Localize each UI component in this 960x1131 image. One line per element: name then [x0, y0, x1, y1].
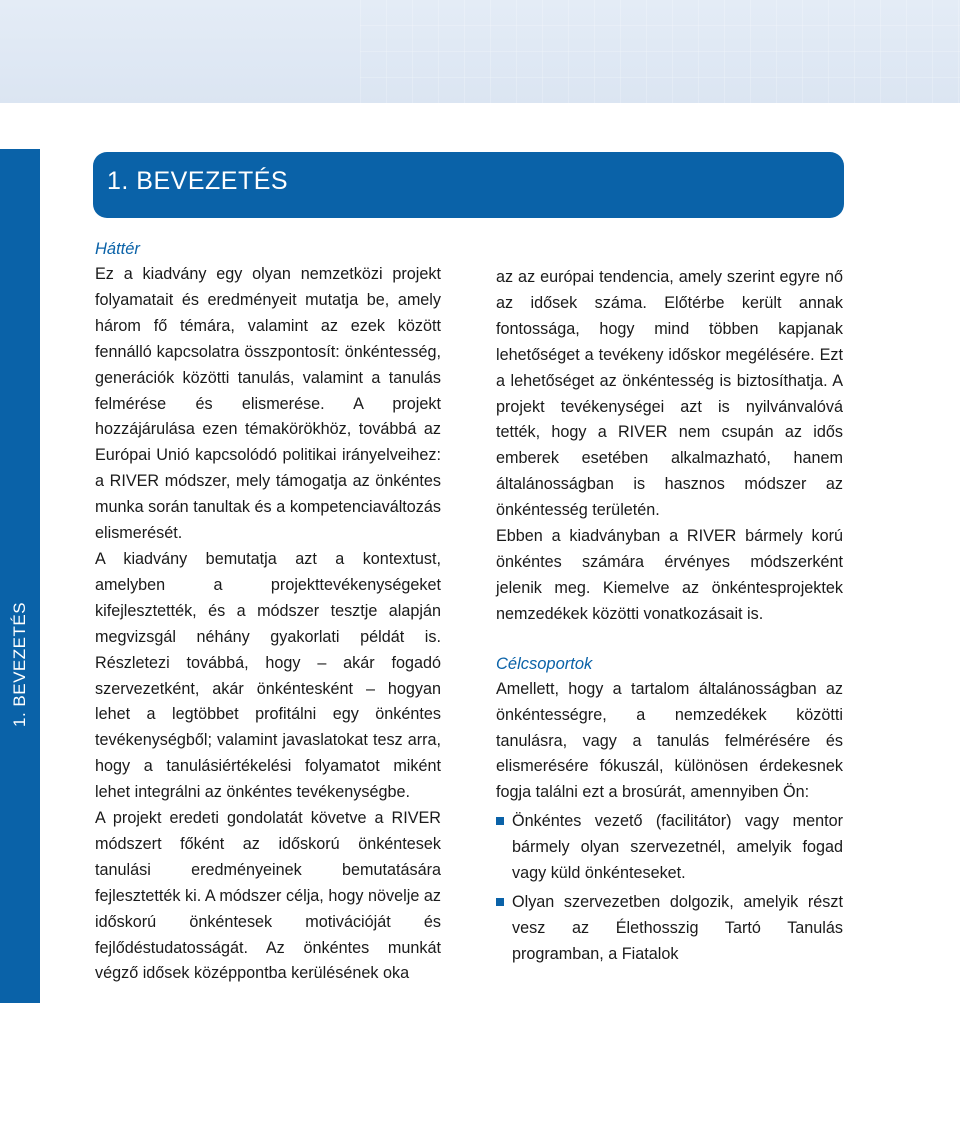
paragraph: A kiadvány bemutatja azt a kontextust, amelyben a projekttevékenységeket kifejlesztették, és a módszer tesztje alapján megvizsgál néhány gyakorlati példát is. Részletezi továbbá, hogy – akár fogadó szervezetként, akár önkéntesként – hogyan lehet a legtöbbet profitálni egy önkéntes tevékenységből; valamint javaslatokat tesz arra, hogy a tanulásiértékelési folyamatot miként lehet integrálni az önkéntes tevékenységbe.: [95, 549, 441, 802]
paragraph: Amellett, hogy a tartalom általánosságban az önkéntességre, a nemzedékek közötti tanulásra, vagy a tanulás felmérésére és elismerésére fókuszál, különösen érdekesnek fogja találni ezt a brosúrát, amennyiben Ön:: [496, 679, 843, 802]
left-column: [95, 236, 441, 987]
spacer: [496, 628, 843, 651]
paragraph: A projekt eredeti gondolatát követve a RIVER módszert főként az időskorú önkéntesek tanulási eredményeinek bemutatására fejlesztették ki. A módszer célja, hogy növelje az időskorú önkéntesek motivációját és fejlődéstudatosságát. Az önkéntes munkát végző idősek középpontba kerülésének oka: [95, 809, 441, 983]
paragraph: Ebben a kiadványban a RIVER bármely korú önkéntes számára érvényes módszerként jelenik meg. Kiemelve az önkéntesprojektek nemzedékek közötti vonatkozásait is.: [496, 527, 843, 623]
section-heading-hatter: Háttér: [95, 240, 140, 258]
right-column: [496, 265, 843, 968]
chapter-header-banner: [93, 152, 844, 218]
chapter-side-tab: [0, 149, 40, 1131]
paragraph: Ez a kiadvány egy olyan nemzetközi projekt folyamatait és eredményeit mutatja be, amely három fő témára, valamint az ezek között fennálló kapcsolatra összpontosít: önkéntesség, generációk közötti tanulás, valamint a tanulás felmérése és elismerése. A projekt hozzájárulása ezen témakörökhöz, továbbá az Európai Unió kapcsolódó politikai irányelveihez: a RIVER módszer, mely támogatja az önkéntes munka során tanultak és a kompetenciaváltozás elismerését.: [95, 265, 441, 543]
page-number: 2: [14, 1115, 22, 1131]
target-group-list: [496, 809, 843, 967]
list-item: Önkéntes vezető (facilitátor) vagy mentor bármely olyan szervezetnél, amelyik fogad vagy küld önkénteseket.: [496, 809, 843, 887]
side-tab-label: 1. BEVEZETÉS: [10, 601, 29, 727]
list-item: Olyan szervezetben dolgozik, amelyik részt vesz az Élethosszig Tartó Tanulás programban, a Fiatalok: [496, 890, 843, 968]
paragraph: az az európai tendencia, amely szerint egyre nő az idősek száma. Előtérbe került annak fontossága, hogy mind többen kapjanak lehetőséget a tevékeny időskor megélésére. Ezt a lehetőséget az önkéntesség is biztosíthatja. A projekt tevékenységei azt is nyilvánvalóvá tették, hogy a RIVER nem csupán az idős emberek esetében alkalmazható, hanem általánosságban is hasznos módszer az önkéntesség területén.: [496, 268, 843, 520]
chapter-title: 1. BEVEZETÉS: [107, 167, 289, 195]
decorative-grid-pattern: [360, 0, 960, 103]
section-heading-celcsoportok: Célcsoportok: [496, 654, 593, 673]
top-decorative-band: [0, 0, 960, 103]
